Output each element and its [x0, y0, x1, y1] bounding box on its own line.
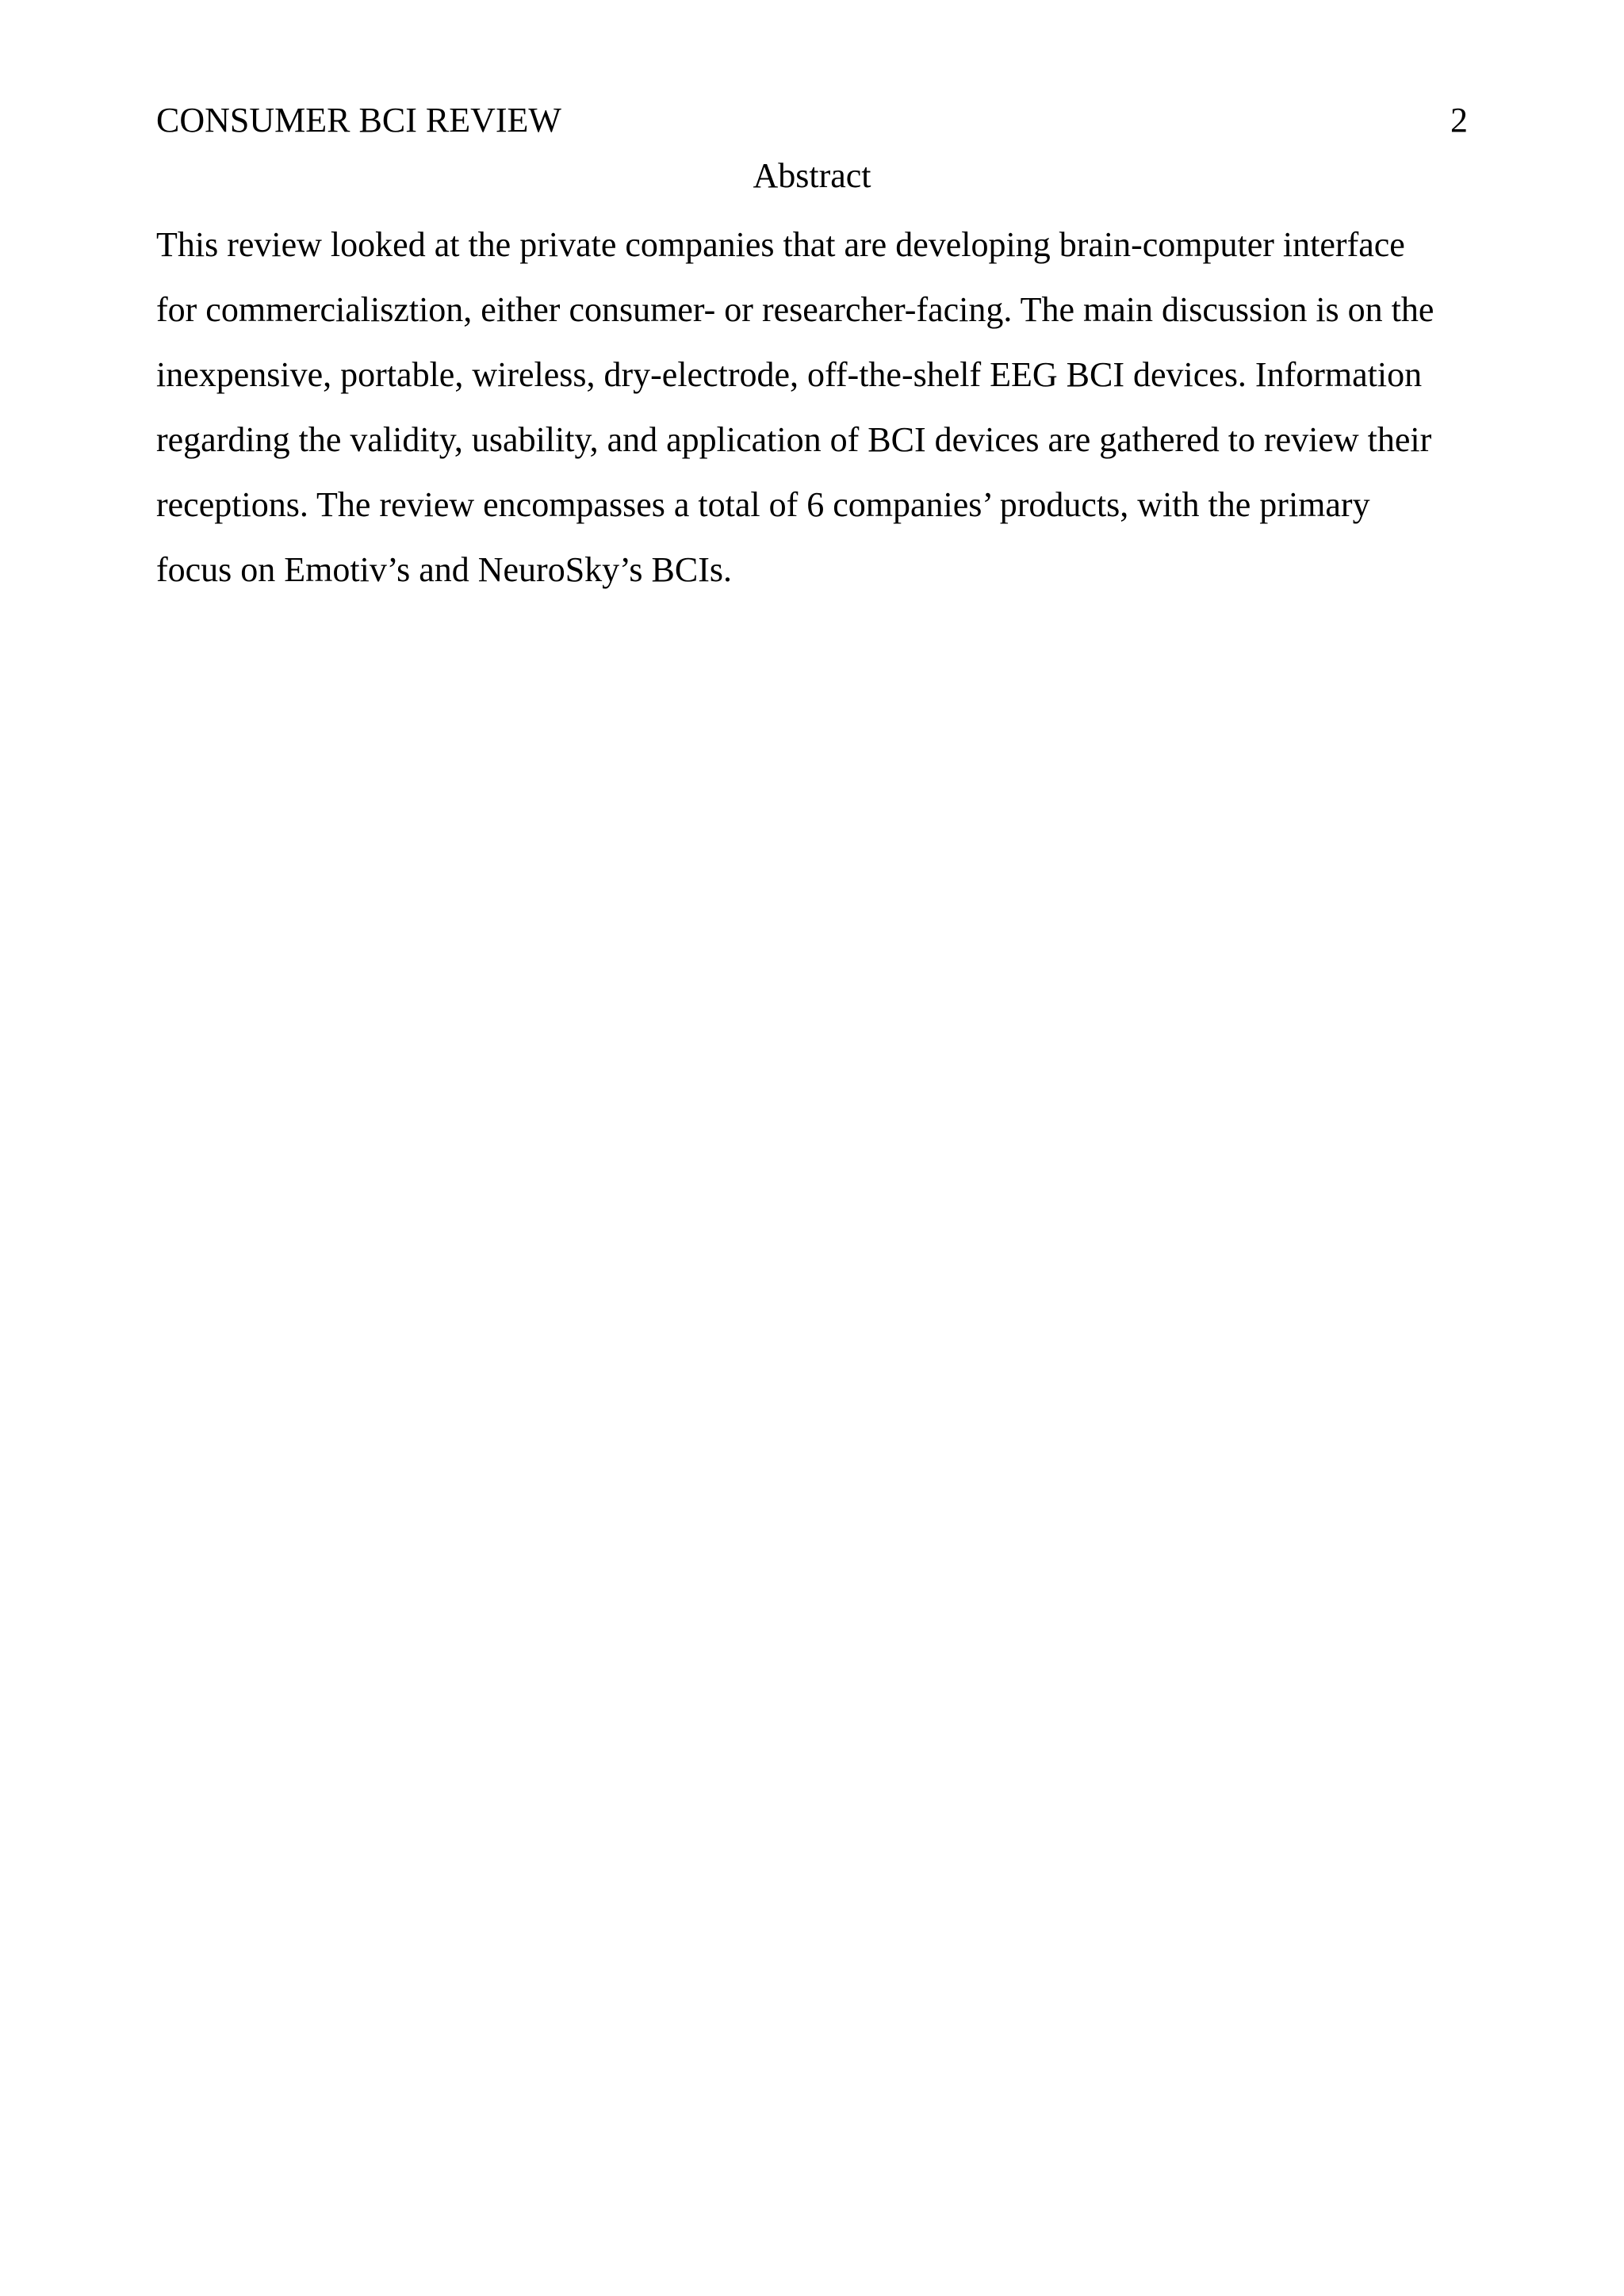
abstract-line: This review looked at the private companies that are developing brain-computer interface — [156, 225, 1405, 264]
abstract-line: for commercialisztion, either consumer- or researcher-facing. The main discussion is on the — [156, 290, 1434, 329]
page-number: 2 — [1450, 101, 1468, 140]
abstract-line: receptions. The review encompasses a total of 6 companies’ products, with the primary — [156, 485, 1370, 524]
abstract-line: focus on Emotiv’s and NeuroSky’s BCIs. — [156, 550, 732, 589]
abstract-paragraph — [156, 212, 1473, 603]
running-head-title: CONSUMER BCI REVIEW — [156, 101, 561, 140]
abstract-heading: Abstract — [753, 156, 871, 195]
running-head — [156, 97, 1468, 144]
abstract-line: inexpensive, portable, wireless, dry-electrode, off-the-shelf EEG BCI devices. Information — [156, 355, 1423, 394]
abstract-line: regarding the validity, usability, and application of BCI devices are gathered to review their — [156, 420, 1432, 459]
